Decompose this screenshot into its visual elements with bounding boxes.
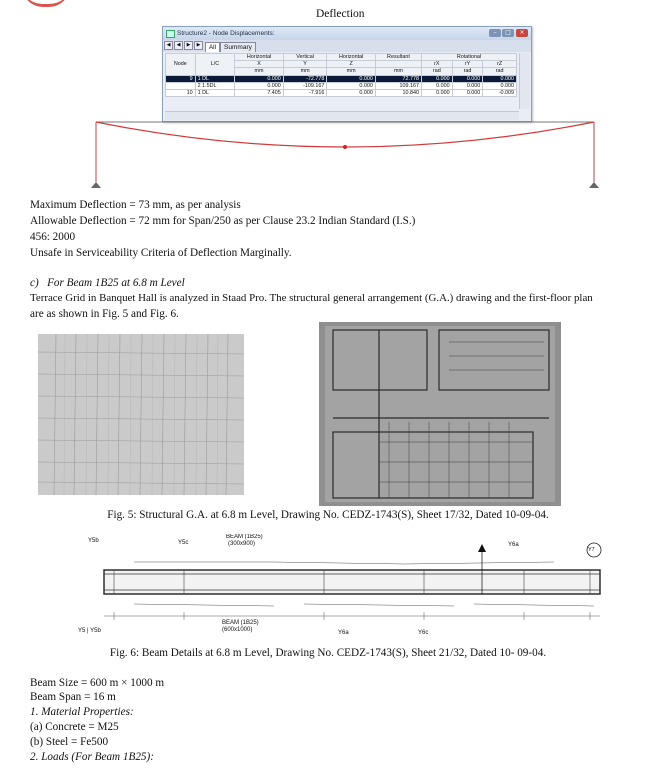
next-tab-arrow-icon[interactable]: ▶ bbox=[184, 41, 193, 50]
header-horizontal-x: Horizontal bbox=[235, 54, 284, 61]
close-button[interactable]: × bbox=[516, 29, 528, 37]
allowable-deflection-text: Allowable Deflection = 72 mm for Span/250 as per Clause 23.2 Indian Standard (I.S.) bbox=[30, 215, 416, 227]
first-floor-plan-photo bbox=[319, 322, 561, 506]
right-support-icon bbox=[589, 182, 599, 188]
figure-heading: Deflection bbox=[316, 8, 365, 20]
cell-res: 109.167 bbox=[375, 82, 421, 89]
maximize-button[interactable]: □ bbox=[502, 29, 514, 37]
table-row[interactable] bbox=[166, 82, 517, 89]
header-rotational: Rotational bbox=[421, 54, 516, 61]
unit-z: mm bbox=[327, 68, 376, 75]
unit-rx: rad bbox=[421, 68, 452, 75]
first-tab-arrow-icon[interactable]: ◀ bbox=[164, 41, 173, 50]
window-title: Structure2 - Node Displacements: bbox=[177, 30, 275, 37]
table-header-row bbox=[166, 54, 517, 61]
label-y5b: Y5b bbox=[88, 538, 99, 544]
cell-y: -109.167 bbox=[283, 82, 327, 89]
concrete-grade-text: (a) Concrete = M25 bbox=[30, 721, 119, 733]
cell-res: 10.840 bbox=[375, 89, 421, 96]
cell-x: 0.000 bbox=[235, 75, 284, 82]
left-support-icon bbox=[91, 182, 101, 188]
col-lc-header: L/C bbox=[195, 54, 235, 76]
table-row[interactable] bbox=[166, 75, 517, 82]
minimize-button[interactable]: – bbox=[489, 29, 501, 37]
terrace-paragraph-line2: are as shown in Fig. 5 and Fig. 6. bbox=[30, 308, 179, 320]
tab-summary[interactable]: Summary bbox=[220, 42, 256, 52]
cell-rz: -0.009 bbox=[483, 89, 517, 96]
material-properties-heading: 1. Material Properties: bbox=[30, 706, 134, 718]
cell-node: 10 bbox=[166, 89, 196, 96]
axis-blank bbox=[375, 61, 421, 68]
max-deflection-text: Maximum Deflection = 73 mm, as per analysis bbox=[30, 199, 241, 211]
cell-ry: 0.000 bbox=[452, 75, 483, 82]
cell-node bbox=[166, 82, 196, 89]
unit-ry: rad bbox=[452, 68, 483, 75]
axis-ry: rY bbox=[452, 61, 483, 68]
table-icon bbox=[166, 30, 175, 38]
displacement-table bbox=[165, 53, 517, 97]
cell-node: 9 bbox=[166, 75, 196, 82]
axis-x: X bbox=[235, 61, 284, 68]
label-size-bottom: (600x1000) bbox=[222, 627, 253, 633]
deflection-frame-diagram bbox=[0, 110, 656, 195]
deflected-beam bbox=[96, 122, 594, 147]
cell-z: 0.000 bbox=[327, 82, 376, 89]
unit-x: mm bbox=[235, 68, 284, 75]
logo-fragment bbox=[22, 0, 70, 7]
label-y6c: Y6c bbox=[418, 630, 429, 636]
prev-tab-arrow-icon[interactable]: ◀ bbox=[174, 41, 183, 50]
label-y6a-bottom: Y6a bbox=[338, 630, 349, 636]
header-resultant: Resultant bbox=[375, 54, 421, 61]
vertical-scrollbar[interactable] bbox=[519, 53, 530, 109]
cell-lc: 1 DL bbox=[195, 75, 235, 82]
cell-rz: 0.000 bbox=[483, 82, 517, 89]
loads-heading: 2. Loads (For Beam 1B25): bbox=[30, 751, 154, 763]
last-tab-arrow-icon[interactable]: ▶ bbox=[194, 41, 203, 50]
cell-rx: 0.000 bbox=[421, 89, 452, 96]
unsafe-text: Unsafe in Serviceability Criteria of Deflection Marginally. bbox=[30, 247, 292, 259]
cell-y: -72.778 bbox=[283, 75, 327, 82]
unit-res: mm bbox=[375, 68, 421, 75]
axis-rx: rX bbox=[421, 61, 452, 68]
cell-x: 0.000 bbox=[235, 82, 284, 89]
label-y7: Y7 bbox=[588, 547, 595, 553]
tab-all[interactable]: All bbox=[205, 42, 220, 52]
label-beam-bottom: BEAM (1B25) bbox=[222, 620, 259, 626]
allowable-deflection-cont: 456: 2000 bbox=[30, 231, 76, 243]
terrace-paragraph-line1: Terrace Grid in Banquet Hall is analyzed in Staad Pro. The structural general arrangement (G.A.) drawing and the first-floor plan bbox=[30, 292, 593, 304]
unit-rz: rad bbox=[483, 68, 517, 75]
cell-ry: 0.000 bbox=[452, 89, 483, 96]
cell-ry: 0.000 bbox=[452, 82, 483, 89]
label-y5c: Y5c bbox=[178, 540, 189, 546]
col-node-header: Node bbox=[166, 54, 196, 76]
max-deflection-node bbox=[343, 145, 347, 149]
cell-rx: 0.000 bbox=[421, 82, 452, 89]
cell-rz: 0.000 bbox=[483, 75, 517, 82]
cell-res: 72.778 bbox=[375, 75, 421, 82]
cell-x: 7.405 bbox=[235, 89, 284, 96]
tab-strip bbox=[163, 40, 531, 52]
unit-y: mm bbox=[283, 68, 327, 75]
label-beam-top: BEAM (1B25) bbox=[226, 534, 263, 540]
axis-y: Y bbox=[283, 61, 327, 68]
label-size-top: (300x900) bbox=[228, 541, 256, 547]
beam-size-text: Beam Size = 600 m × 1000 m bbox=[30, 677, 165, 689]
cell-lc: 1 DL bbox=[195, 89, 235, 96]
beam-detail-drawing bbox=[74, 534, 610, 640]
header-horizontal-z: Horizontal bbox=[327, 54, 376, 61]
steel-grade-text: (b) Steel = Fe500 bbox=[30, 736, 109, 748]
cell-z: 0.000 bbox=[327, 89, 376, 96]
window-title-bar[interactable] bbox=[163, 27, 531, 40]
label-y6a-top: Y6a bbox=[508, 542, 519, 548]
axis-z: Z bbox=[327, 61, 376, 68]
cell-lc: 2 1.5DL bbox=[195, 82, 235, 89]
structural-ga-photo bbox=[38, 334, 244, 495]
cell-z: 0.000 bbox=[327, 75, 376, 82]
node-displacements-window[interactable] bbox=[162, 26, 532, 122]
header-vertical-y: Vertical bbox=[283, 54, 327, 61]
beam-span-text: Beam Span = 16 m bbox=[30, 691, 116, 703]
axis-rz: rZ bbox=[483, 61, 517, 68]
table-row[interactable] bbox=[166, 89, 517, 96]
cell-rx: 0.000 bbox=[421, 75, 452, 82]
fig5-caption: Fig. 5: Structural G.A. at 6.8 m Level, Drawing No. CEDZ-1743(S), Sheet 17/32, Dated 10-09-04. bbox=[107, 509, 549, 521]
section-c-heading: c) For Beam 1B25 at 6.8 m Level bbox=[30, 277, 185, 289]
label-y5-y5b: Y5 | Y5b bbox=[78, 628, 101, 634]
cell-y: -7.916 bbox=[283, 89, 327, 96]
fig6-caption: Fig. 6: Beam Details at 6.8 m Level, Drawing No. CEDZ-1743(S), Sheet 21/32, Dated 10- 09-04. bbox=[109, 647, 547, 659]
